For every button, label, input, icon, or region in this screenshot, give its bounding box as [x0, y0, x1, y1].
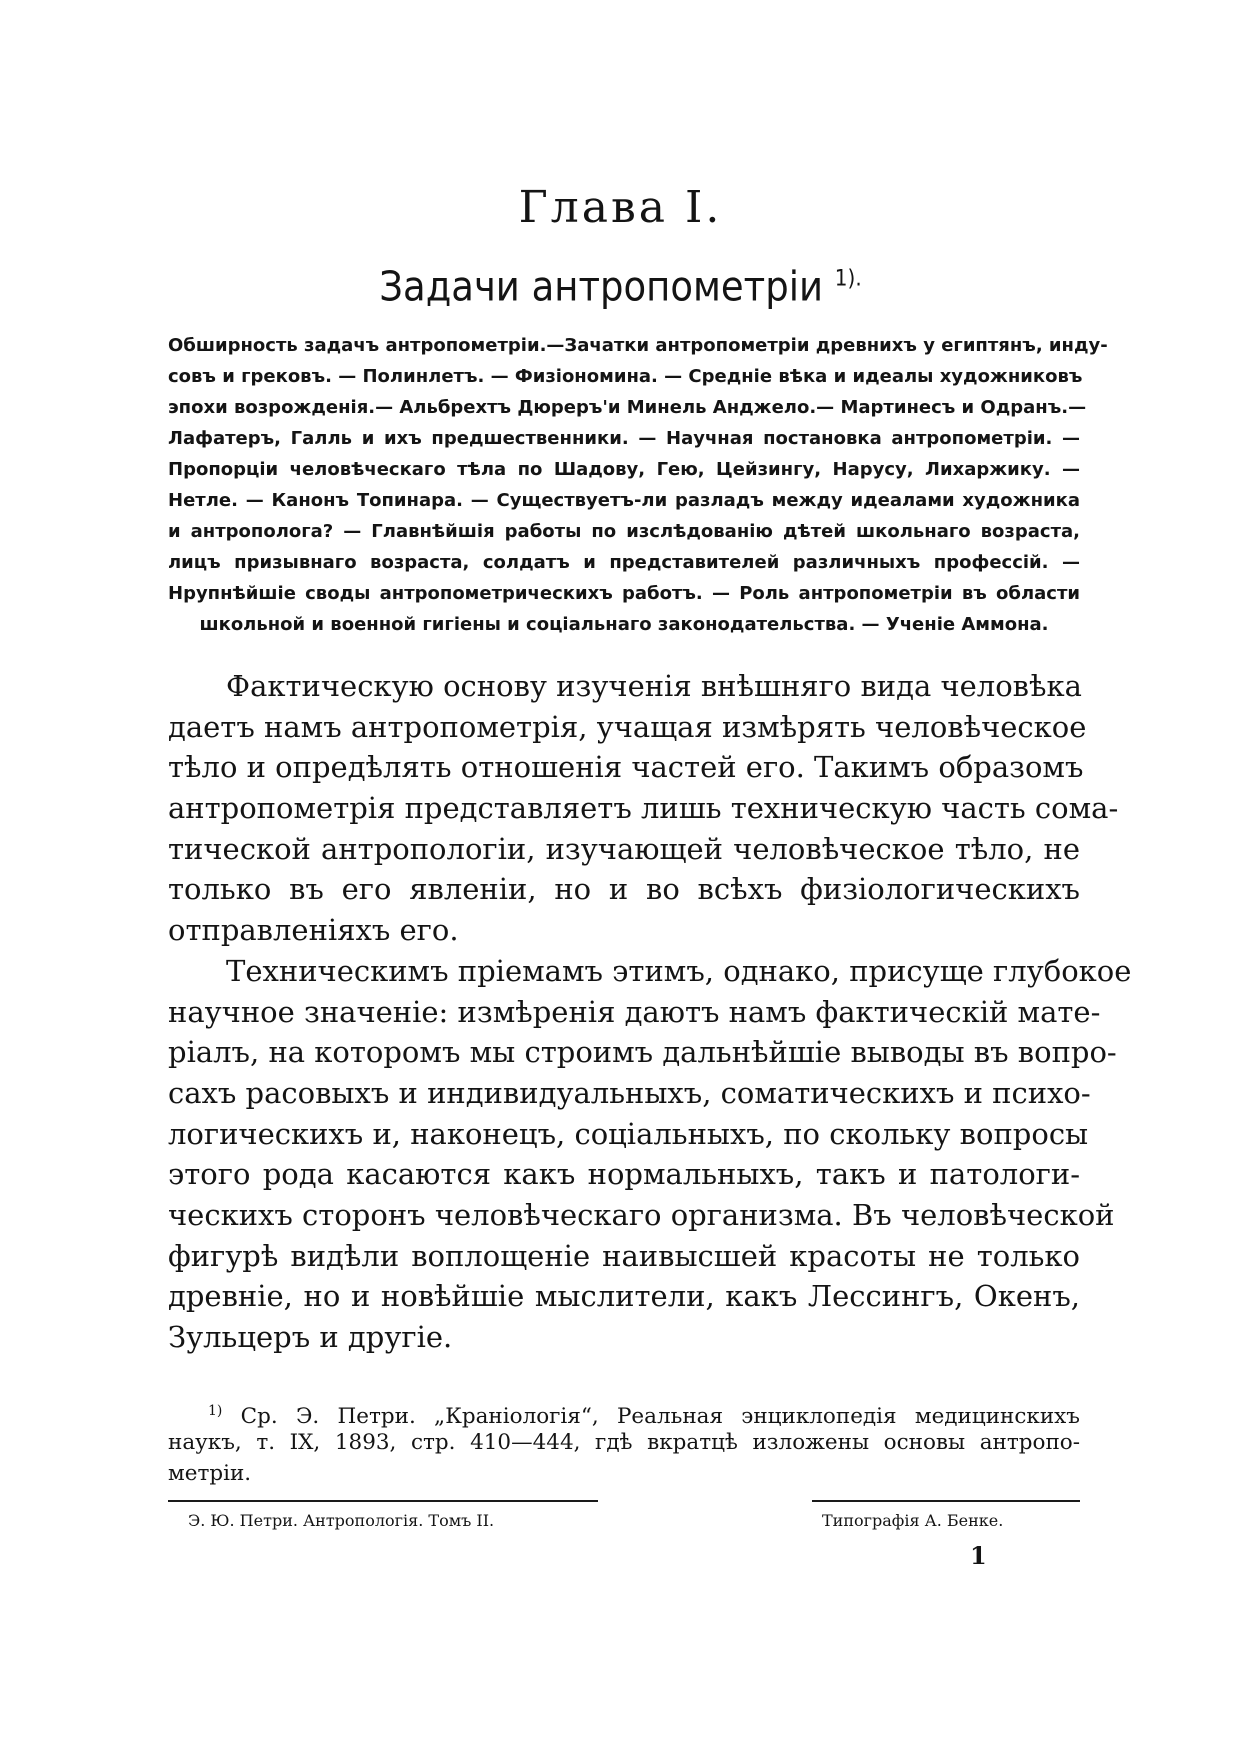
body-line: логическихъ и, наконецъ, соціальныхъ, по скольку вопросы	[168, 1116, 1089, 1151]
body-line: фигурѣ видѣли воплощеніе наивысшей красоты не только	[168, 1238, 1080, 1273]
section-title-text: Задачи антропометріи	[379, 263, 824, 311]
body-line: даетъ намъ антропометрія, учащая измѣрять человѣческое	[168, 709, 1087, 744]
footnote-text: Ср. Э. Петри. „Краніологія“, Реальная энциклопедія медицинскихъ	[240, 1404, 1080, 1429]
body-line: сахъ расовыхъ и индивидуальныхъ, соматическихъ и психо-	[168, 1075, 1091, 1110]
body-line: Зульцеръ и другіе.	[168, 1320, 453, 1354]
body-text	[168, 666, 1132, 1358]
summary-line: эпохи возрожденія.— Альбрехтъ Дюреръ'и Минель Анджело.— Мартинесъ и Одранъ.—	[168, 397, 1087, 418]
body-line: отправленіяхъ его.	[168, 913, 459, 948]
imprint-author-volume: Э. Ю. Петри. Антропологія. Томъ II.	[188, 1511, 495, 1530]
chapter-summary	[168, 330, 1108, 640]
chapter-title: Глава I.	[518, 182, 723, 233]
summary-line: совъ и грековъ. — Полинлетъ. — Физіономина. — Средніе вѣка и идеалы художниковъ	[168, 366, 1083, 387]
body-line: научное значеніе: измѣренія даютъ намъ фактическій мате-	[168, 994, 1101, 1029]
body-line: ческихъ сторонъ человѣческаго организма. Въ человѣческой	[168, 1197, 1115, 1232]
footer-rule-right	[812, 1500, 1080, 1502]
paragraph-1	[168, 666, 1119, 951]
summary-line: Лафатеръ, Галль и ихъ предшественники. — Научная постановка антропометріи. —	[168, 428, 1080, 449]
section-title	[0, 247, 1241, 319]
body-line: этого рода касаются какъ нормальныхъ, такъ и патологи-	[168, 1157, 1080, 1192]
imprint-printer: Типографія А. Бенке.	[822, 1511, 1004, 1530]
footnote-line: наукъ, т. IX, 1893, стр. 410—444, гдѣ вкратцѣ изложены основы антропо-	[168, 1430, 1080, 1455]
section-title-footnote-mark: 1).	[834, 264, 862, 291]
footer-rule-left	[168, 1500, 598, 1502]
summary-line: школьной и военной гигіены и соціальнаго законодательства. — Ученіе Аммона.	[199, 614, 1049, 635]
paragraph-2	[168, 951, 1132, 1358]
body-line: Техническимъ пріемамъ этимъ, однако, присуще глубокое	[226, 953, 1132, 988]
footnote	[168, 1396, 1080, 1489]
footnote-mark: 1)	[208, 1403, 223, 1419]
body-line: тической антропологіи, изучающей человѣческое тѣло, не	[168, 831, 1080, 866]
body-line: древніе, но и новѣйшіе мыслители, какъ Лессингъ, Окенъ,	[168, 1279, 1080, 1314]
body-line: ріалъ, на которомъ мы строимъ дальнѣйшіе выводы въ вопро-	[168, 1035, 1117, 1070]
page-number: 1	[970, 1541, 987, 1570]
body-line: тѣло и опредѣлять отношенія частей его. Такимъ образомъ	[168, 750, 1084, 785]
body-line: только въ его явленіи, но и во всѣхъ физіологическихъ	[168, 872, 1080, 907]
summary-line: Нетле. — Канонъ Топинара. — Существуетъ-ли разладъ между идеалами художника	[168, 490, 1080, 511]
summary-line: и антрополога? — Главнѣйшія работы по изслѣдованію дѣтей школьнаго возраста,	[168, 521, 1080, 542]
summary-line: лицъ призывнаго возраста, солдатъ и представителей различныхъ профессій. —	[168, 552, 1080, 573]
summary-line: Пропорціи человѣческаго тѣла по Шадову, Гею, Цейзингу, Нарусу, Лихаржику. —	[168, 459, 1080, 480]
footnote-line	[168, 1396, 1080, 1427]
body-line: Фактическую основу изученія внѣшняго вида человѣка	[226, 669, 1082, 703]
body-line: антропометрія представляетъ лишь техническую часть сома-	[168, 791, 1119, 826]
footnote-line: метріи.	[168, 1461, 252, 1486]
summary-line: Обширность задачъ антропометріи.—Зачатки антропометріи древнихъ у египтянъ, инду-	[168, 335, 1108, 356]
summary-line: Нрупнѣйшіе своды антропометрическихъ работъ. — Роль антропометріи въ области	[168, 583, 1080, 604]
